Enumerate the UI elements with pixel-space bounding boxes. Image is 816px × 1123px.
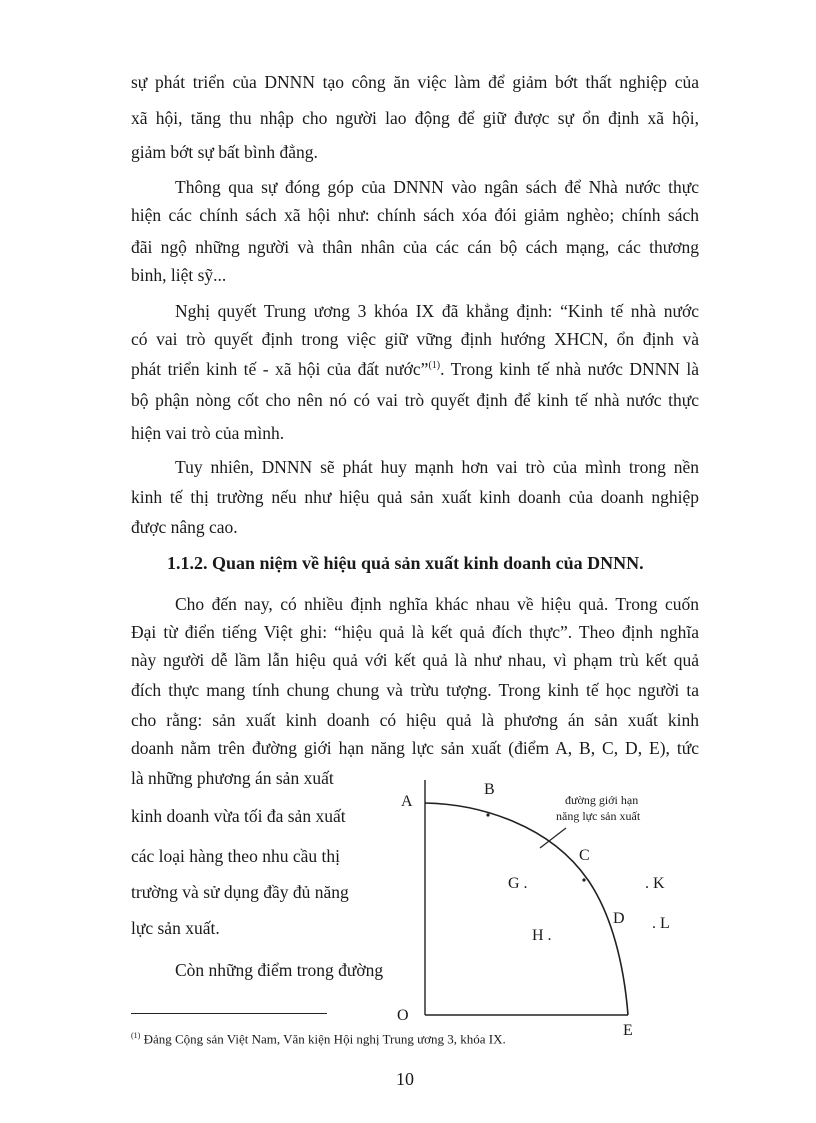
production-possibility-curve	[425, 803, 628, 1015]
curve-label-line-1: đường giới hạn	[565, 793, 639, 807]
point-b-dot	[486, 813, 489, 816]
p3-line-2: có vai trò quyết định trong việc giữ vững định hướng XHCN, ổn định và	[131, 329, 699, 349]
page-number: 10	[396, 1069, 414, 1089]
label-k: . K	[645, 875, 665, 892]
p1-line-3: giảm bớt sự bất bình đẳng.	[131, 142, 318, 162]
p2-line-4: binh, liệt sỹ...	[131, 265, 227, 285]
p4-line-3: được nâng cao.	[131, 517, 238, 537]
label-l: . L	[652, 915, 670, 932]
label-c: C	[579, 847, 590, 864]
p5-line-5: cho rằng: sản xuất kinh doanh có hiệu quả là phương án sản xuất kinh	[131, 710, 699, 730]
p5-line-2: Đại từ điển tiếng Việt ghi: “hiệu quả là kết quả đích thực”. Theo định nghĩa	[131, 622, 699, 642]
footnote-text: Đảng Cộng sản Việt Nam, Văn kiện Hội nghị Trung ương 3, khóa IX.	[140, 1031, 506, 1047]
p2-line-3: đãi ngộ những người và thân nhân của các cán bộ cách mạng, các thương	[131, 237, 699, 257]
p3-line-3-after: . Trong kinh tế nhà nước DNNN là	[440, 359, 699, 379]
footnote-marker: (1)	[131, 1031, 141, 1040]
p3-line-5: hiện vai trò của mình.	[131, 423, 285, 443]
p6-line-1: Còn những điểm trong đường	[175, 960, 384, 980]
label-a: A	[401, 793, 413, 810]
p5-line-9: các loại hàng theo nhu cầu thị	[131, 846, 340, 866]
p5-line-1: Cho đến nay, có nhiều định nghĩa khác nhau về hiệu quả. Trong cuốn	[175, 594, 699, 614]
p3-line-4: bộ phận nòng cốt cho nên nó có vai trò quyết định để kinh tế nhà nước thực	[131, 390, 699, 410]
section-heading: 1.1.2. Quan niệm về hiệu quả sản xuất kinh doanh của DNNN.	[167, 553, 644, 573]
label-e: E	[623, 1022, 633, 1039]
ppf-diagram	[360, 770, 700, 1040]
point-c-dot	[582, 878, 585, 881]
label-h: H .	[532, 927, 552, 944]
footnote	[131, 1028, 506, 1047]
p5-line-3: này người dễ lầm lẫn hiệu quả với kết quả là như nhau, vì phạm trù kết quả	[131, 650, 699, 670]
p3-line-3	[131, 359, 699, 379]
p5-line-4: đích thực mang tính chung chung và trừu tượng. Trong kinh tế học người ta	[131, 680, 699, 700]
footnote-reference: (1)	[428, 360, 441, 372]
p2-line-2: hiện các chính sách xã hội như: chính sách xóa đói giảm nghèo; chính sách	[131, 205, 699, 225]
p3-line-1: Nghị quyết Trung ương 3 khóa IX đã khẳng định: “Kinh tế nhà nước	[175, 301, 699, 321]
p4-line-2: kinh tế thị trường nếu như hiệu quả sản xuất kinh doanh của doanh nghiệp	[131, 487, 699, 507]
label-b: B	[484, 781, 495, 798]
footnote-rule	[131, 1013, 327, 1014]
p5-line-7: là những phương án sản xuất	[131, 768, 334, 788]
p5-line-6: doanh nằm trên đường giới hạn năng lực sản xuất (điểm A, B, C, D, E), tức	[131, 738, 699, 758]
p5-line-11: lực sản xuất.	[131, 918, 220, 938]
p1-line-2: xã hội, tăng thu nhập cho người lao động để giữ được sự ổn định xã hội,	[131, 108, 699, 128]
label-d: D	[613, 910, 625, 927]
label-g: G .	[508, 875, 528, 892]
p1-line-1: sự phát triển của DNNN tạo công ăn việc làm để giảm bớt thất nghiệp của	[131, 72, 699, 92]
p3-line-3-before: phát triển kinh tế - xã hội của đất nước”	[131, 359, 429, 379]
p5-line-10: trường và sử dụng đầy đủ năng	[131, 882, 349, 902]
p2-line-1: Thông qua sự đóng góp của DNNN vào ngân sách để Nhà nước thực	[175, 177, 699, 197]
label-o: O	[397, 1007, 409, 1024]
p5-line-8: kinh doanh vừa tối đa sản xuất	[131, 806, 346, 826]
curve-label-line-2: năng lực sản xuất	[556, 809, 641, 823]
p4-line-1: Tuy nhiên, DNNN sẽ phát huy mạnh hơn vai trò của mình trong nền	[175, 457, 699, 477]
